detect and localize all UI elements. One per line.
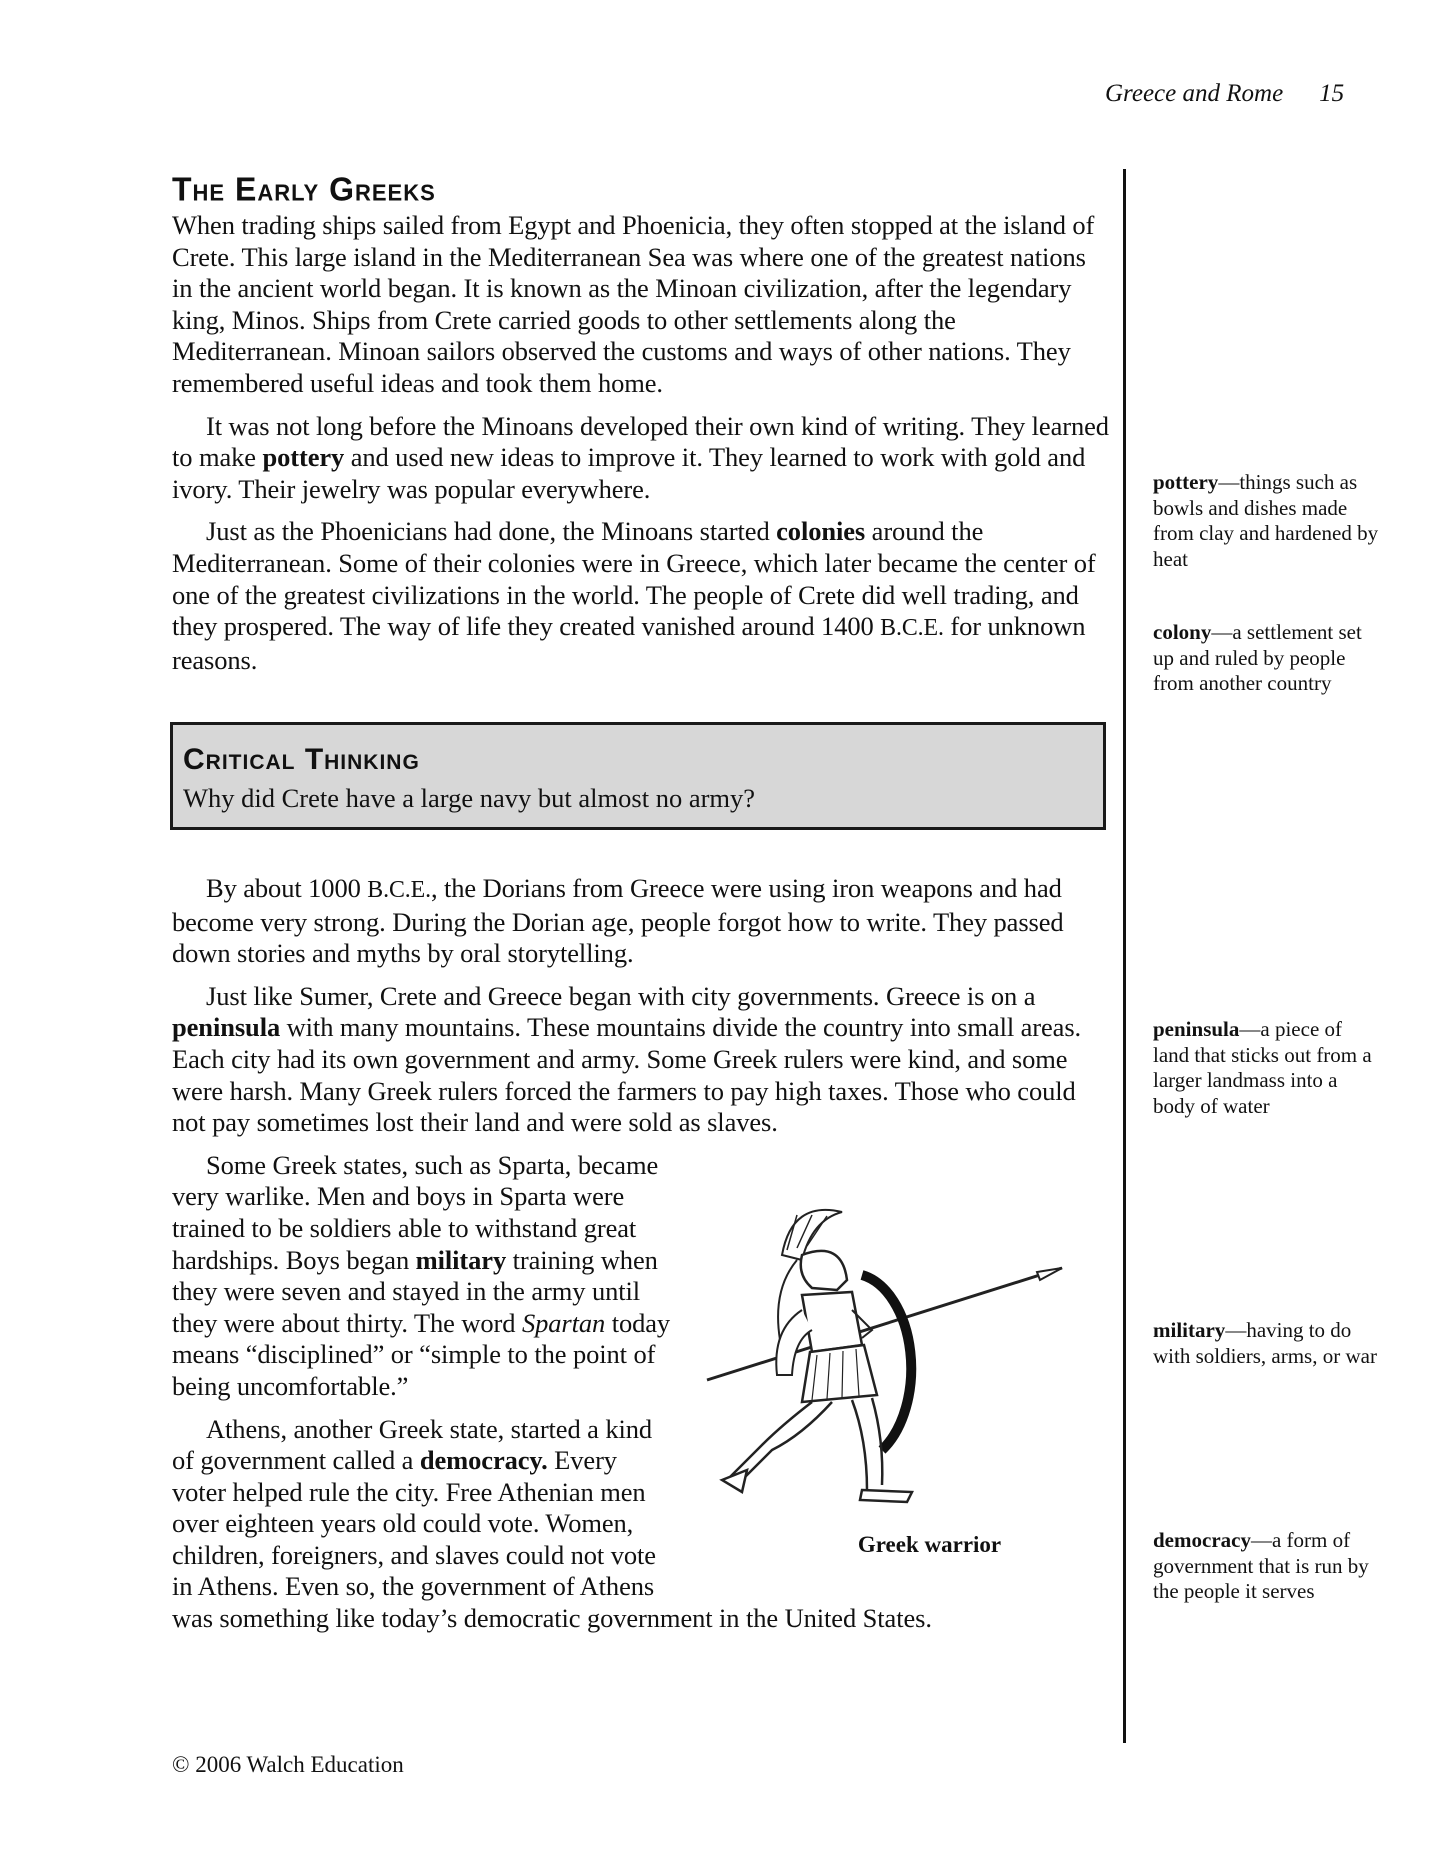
- glossary-definition: —a form of government that is run by the people it serves: [1153, 1528, 1369, 1604]
- critical-thinking-box: [170, 722, 1106, 830]
- running-head-title: Greece and Rome: [1105, 80, 1284, 107]
- figure-greek-warrior: [682, 1150, 1112, 1590]
- glossary-term: colony: [1153, 620, 1212, 644]
- glossary-entry-pottery: [1153, 470, 1383, 573]
- main-column-top: [172, 170, 1112, 687]
- main-column-bottom: [172, 873, 1112, 1646]
- glossary-term-inline: colonies: [776, 516, 866, 547]
- paragraph: Just as the Phoenicians had done, the Minoans started colonies around the Mediterranean. Some of their colonies were in Greece, which later became the center of one of the greatest civilizations in the world. The people of Crete did well trading, and they prospered. The way of life they created vanished around 1400 B.C.E. for unknown reasons.: [172, 516, 1096, 675]
- paragraph: Some Greek states, such as Sparta, became very warlike. Men and boys in Sparta were trained to be soldiers able to withstand great hardships. Boys began military training when they were seven and stayed in the army until they were about thirty. The word Spartan today means “disciplined” or “simple to the point of being uncomfortable.”: [172, 1149, 671, 1401]
- paragraph: Athens, another Greek state, started a kind of government called a democracy. Every voter helped rule the city. Free Athenian men over eighteen years old could vote. Women, children, foreigners, and slaves could not vote in Athens. Even so, the government of Athens was something like today’s democratic government in the United States.: [172, 1413, 932, 1634]
- paragraph: Just like Sumer, Crete and Greece began with city governments. Greece is on a peninsula with many mountains. These mountains divide the country into small areas. Each city had its own government and army. Some Greek rulers were kind, and some were harsh. Many Greek rulers forced the farmers to pay high taxes. Those who could not pay sometimes lost their land and were sold as slaves.: [172, 980, 1082, 1138]
- glossary-term-inline: military: [415, 1244, 507, 1275]
- glossary-definition: —having to do with soldiers, arms, or war: [1153, 1318, 1377, 1368]
- critical-thinking-title: Critical Thinking: [183, 743, 420, 776]
- glossary-term: peninsula: [1153, 1017, 1240, 1041]
- paragraph: It was not long before the Minoans developed their own kind of writing. They learned to make pottery and used new ideas to improve it. They learned to work with gold and ivory. Their jewelry was popular everywhere.: [172, 410, 1109, 504]
- italic-term: Spartan: [521, 1307, 606, 1338]
- page-number: 15: [1319, 80, 1345, 107]
- paragraph: When trading ships sailed from Egypt and Phoenicia, they often stopped at the island of Crete. This large island in the Mediterranean Sea was where one of the greatest nations in the ancient world began. It is known as the Minoan civilization, after the legendary king, Minos. Ships from Crete carried goods to other settlements along the Mediterranean. Minoan sailors observed the customs and ways of other nations. They remembered useful ideas and took them home.: [172, 210, 1095, 398]
- greek-warrior-icon: [702, 1180, 1082, 1510]
- glossary-entry-peninsula: [1153, 1017, 1383, 1120]
- glossary-term: pottery: [1153, 470, 1219, 494]
- glossary-term-inline: democracy.: [419, 1445, 548, 1476]
- glossary-entry-democracy: [1153, 1528, 1383, 1605]
- glossary-definition: —things such as bowls and dishes made from clay and hardened by heat: [1153, 470, 1379, 572]
- glossary-entry-military: [1153, 1318, 1383, 1369]
- era-abbreviation: B.C.E.: [367, 877, 431, 903]
- glossary-entry-colony: [1153, 620, 1383, 697]
- glossary-term: military: [1153, 1318, 1226, 1342]
- figure-caption: Greek warrior: [857, 1531, 1002, 1557]
- glossary-definition: —a piece of land that sticks out from a larger landmass into a body of water: [1153, 1017, 1372, 1119]
- footer-copyright: © 2006 Walch Education: [172, 1752, 404, 1777]
- era-abbreviation: B.C.E.: [880, 615, 944, 642]
- glossary-term-inline: peninsula: [172, 1012, 281, 1043]
- glossary-term: democracy: [1153, 1528, 1251, 1552]
- running-head: [1105, 80, 1344, 108]
- glossary-term-inline: pottery: [262, 442, 345, 473]
- paragraph: By about 1000 B.C.E., the Dorians from Greece were using iron weapons and had become very strong. During the Dorian age, people forgot how to write. They passed down stories and myths by oral storytelling.: [172, 873, 1064, 969]
- section-title: The Early Greeks: [172, 170, 436, 208]
- column-divider: [1123, 169, 1126, 1743]
- critical-thinking-question: Why did Crete have a large navy but almost no army?: [183, 783, 756, 813]
- glossary-definition: —a settlement set up and ruled by people from another country: [1153, 620, 1362, 696]
